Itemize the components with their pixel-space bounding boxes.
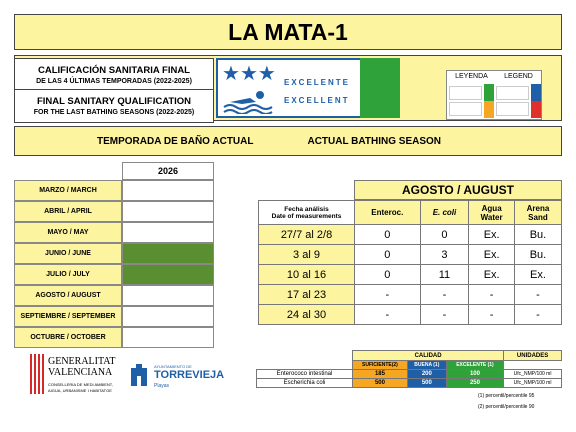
month-row xyxy=(14,327,214,348)
august-cell-date: 3 al 9 xyxy=(259,245,355,265)
august-table xyxy=(258,200,562,325)
august-cell-enteroc: 0 xyxy=(355,225,421,245)
august-cell-sand: Ex. xyxy=(514,265,561,285)
august-cell-sand: Bu. xyxy=(514,225,561,245)
year-header xyxy=(122,162,214,180)
note-percentile-90: (2) percentil/percentile 90 xyxy=(478,404,535,410)
quality-value: 100 xyxy=(446,370,503,379)
legend-label-es: LEYENDA xyxy=(455,73,488,80)
month-row xyxy=(14,285,214,306)
august-cell-water: - xyxy=(469,285,515,305)
date-header-en: Date of measurements xyxy=(271,212,342,220)
beach-name: LA MATA-1 xyxy=(228,18,348,45)
month-label: AGOSTO / AUGUST xyxy=(14,285,122,306)
month-status-cell xyxy=(122,201,214,222)
august-cell-water: Ex. xyxy=(469,245,515,265)
page-title xyxy=(14,14,562,50)
month-label: JULIO / JULY xyxy=(14,264,122,285)
month-row xyxy=(14,306,214,327)
ecoli-header: E. coli xyxy=(420,201,469,225)
sand-header-es: Arena xyxy=(526,203,550,213)
august-cell-enteroc: 0 xyxy=(355,245,421,265)
month-label: MAYO / MAY xyxy=(14,222,122,243)
august-cell-ecoli: - xyxy=(420,305,469,325)
generalitat-logo xyxy=(28,352,128,412)
qualification-en-subtitle: FOR THE LAST BATHING SEASONS (2022-2025) xyxy=(33,109,195,116)
month-status-cell xyxy=(122,264,214,285)
august-row xyxy=(259,305,562,325)
month-label: OCTUBRE / OCTOBER xyxy=(14,327,122,348)
august-row xyxy=(259,225,562,245)
august-cell-ecoli: 3 xyxy=(420,245,469,265)
month-label: ABRIL / APRIL xyxy=(14,201,122,222)
quality-value: 500 xyxy=(353,379,408,388)
season-en: ACTUAL BATHING SEASON xyxy=(307,135,442,147)
qualification-en-title: FINAL SANITARY QUALIFICATION xyxy=(36,96,192,107)
legend-box xyxy=(446,70,542,120)
august-cell-enteroc: - xyxy=(355,285,421,305)
august-title xyxy=(354,180,562,200)
date-header xyxy=(259,201,355,225)
month-row xyxy=(14,222,214,243)
august-title-text: AGOSTO / AUGUST xyxy=(401,183,514,197)
august-cell-sand: - xyxy=(514,285,561,305)
august-row xyxy=(259,265,562,285)
august-cell-sand: - xyxy=(514,305,561,325)
month-label: JUNIO / JUNE xyxy=(14,243,122,264)
quality-unit: Ufc_NMP/100 ml xyxy=(504,379,562,388)
august-cell-water: Ex. xyxy=(469,225,515,245)
rating-color-bar xyxy=(360,58,400,118)
torrevieja-logo xyxy=(128,364,228,398)
quality-param: Escherichia coli xyxy=(257,379,353,388)
quality-row xyxy=(257,379,562,388)
month-status-cell xyxy=(122,180,214,201)
august-row xyxy=(259,245,562,265)
month-row xyxy=(14,180,214,201)
august-cell-ecoli: 0 xyxy=(420,225,469,245)
quality-value: 500 xyxy=(407,379,446,388)
august-cell-water: - xyxy=(469,305,515,325)
enteroc-header: Enteroc. xyxy=(355,201,421,225)
water-header-en: Water xyxy=(480,212,503,222)
august-row xyxy=(259,285,562,305)
august-cell-date: 10 al 16 xyxy=(259,265,355,285)
swimmer-icon xyxy=(222,90,274,119)
torre-small: AYUNTAMIENTO DE xyxy=(154,364,192,369)
quality-value: 250 xyxy=(446,379,503,388)
august-cell-date: 24 al 30 xyxy=(259,305,355,325)
water-header-es: Agua xyxy=(481,203,502,213)
august-header-row xyxy=(259,201,562,225)
august-cell-water: Ex. xyxy=(469,265,515,285)
note-percentile-95: (1) percentil/percentile 95 xyxy=(478,393,535,399)
month-row xyxy=(14,264,214,285)
torrevieja-emblem-icon xyxy=(128,364,150,388)
month-status-cell xyxy=(122,285,214,306)
quality-table xyxy=(256,350,562,388)
august-cell-sand: Bu. xyxy=(514,245,561,265)
month-status-cell xyxy=(122,222,214,243)
gva-line1: GENERALITAT xyxy=(48,356,116,367)
sand-header-en: Sand xyxy=(528,212,548,222)
months-table xyxy=(14,180,214,348)
rating-es: EXCELENTE xyxy=(284,78,351,87)
three-stars-icon: ★★★ xyxy=(222,63,276,85)
quality-param: Enterococo intestinal xyxy=(257,370,353,379)
season-bar xyxy=(14,126,562,156)
quality-col-excellent: EXCELENTE (1) xyxy=(446,361,503,370)
qualification-en xyxy=(14,89,214,123)
month-row xyxy=(14,201,214,222)
units-title: UNIDADES xyxy=(504,351,562,361)
august-cell-ecoli: 11 xyxy=(420,265,469,285)
quality-row xyxy=(257,370,562,379)
august-cell-enteroc: - xyxy=(355,305,421,325)
qualification-es-title: CALIFICACIÓN SANITARIA FINAL xyxy=(38,65,190,76)
quality-col-sufficient: SUFICIENTE(2) xyxy=(353,361,408,370)
year-label: 2026 xyxy=(157,166,179,176)
season-es: TEMPORADA DE BAÑO ACTUAL xyxy=(97,135,254,147)
august-cell-date: 27/7 al 2/8 xyxy=(259,225,355,245)
legend-label-en: LEGEND xyxy=(504,73,533,80)
quality-title: CALIDAD xyxy=(353,351,504,361)
gva-line2: VALENCIANA xyxy=(48,367,113,378)
sand-header xyxy=(514,201,561,225)
august-cell-ecoli: - xyxy=(420,285,469,305)
qualification-es xyxy=(14,58,214,92)
legend-swatches xyxy=(447,84,541,118)
quality-value: 185 xyxy=(353,370,408,379)
rating-en: EXCELLENT xyxy=(284,96,350,105)
torre-sub: Playas xyxy=(154,383,170,389)
month-label: MARZO / MARCH xyxy=(14,180,122,201)
august-cell-date: 17 al 23 xyxy=(259,285,355,305)
month-label: SEPTIEMBRE / SEPTEMBER xyxy=(14,306,122,327)
quality-unit: Ufc_NMP/100 ml xyxy=(504,370,562,379)
august-cell-enteroc: 0 xyxy=(355,265,421,285)
gva-sub1: CONSELLERIA DE MEDI AMBIENT, xyxy=(48,382,113,387)
month-status-cell xyxy=(122,243,214,264)
date-header-es: Fecha análisis xyxy=(284,205,329,213)
quality-value: 200 xyxy=(407,370,446,379)
gva-sub2: AIGUA, URBANISME I HABITATGE xyxy=(48,388,112,393)
quality-col-good: BUENA (1) xyxy=(407,361,446,370)
water-header xyxy=(469,201,515,225)
senyera-icon xyxy=(28,354,44,394)
qualification-es-subtitle: DE LAS 4 ÚLTIMAS TEMPORADAS (2022-2025) xyxy=(36,78,192,85)
torre-name: TORREVIEJA xyxy=(154,369,225,381)
month-row xyxy=(14,243,214,264)
month-status-cell xyxy=(122,306,214,327)
month-status-cell xyxy=(122,327,214,348)
